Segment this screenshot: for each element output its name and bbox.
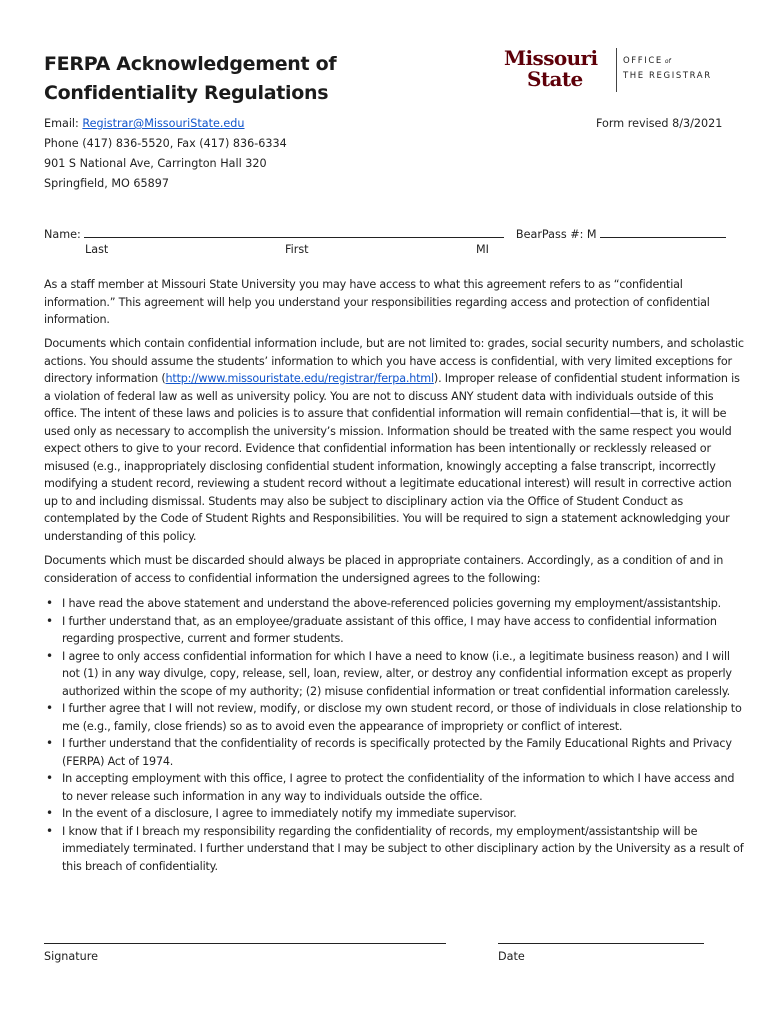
logo-missouri-text: Missouri (504, 46, 598, 70)
email-line (44, 114, 287, 134)
date-field[interactable] (498, 943, 704, 944)
agreement-item: • I have read the above statement and understand the above-referenced policies governing my employment/assistantship. (44, 595, 744, 613)
title-line-2: Confidentiality Regulations (44, 82, 329, 104)
name-label: Name: (44, 228, 85, 241)
logo-divider (616, 48, 617, 92)
email-label: Email: (44, 117, 83, 130)
bearpass-field[interactable] (600, 226, 726, 238)
p2-text-before-link: Documents which contain confidential information include, but are not limited to: grades, social security numbers, and scholastic actions. You should assume the students’ information to which you have access is confidential, with very limited exceptions for directory information ( (44, 337, 744, 385)
name-field[interactable] (84, 226, 504, 238)
address-line-2: Springfield, MO 65897 (44, 177, 169, 190)
contact-block (44, 114, 287, 194)
middle-initial-label: MI (476, 243, 489, 256)
signature-label: Signature (44, 950, 98, 963)
discard-paragraph: Documents which must be discarded should always be placed in appropriate containers. Accordingly, as a condition of and in consideration of access to confidential information the undersigned agrees to the following: (44, 554, 724, 585)
agreement-item: • In accepting employment with this office, I agree to protect the confidentiality of the information to which I have access and to never release such information in any way to individuals outside the office. (44, 770, 744, 805)
logo-registrar-text: THE REGISTRAR (623, 71, 712, 81)
date-label: Date (498, 950, 525, 963)
form-revised-date: Form revised 8/3/2021 (596, 117, 723, 130)
agreement-item: • I further agree that I will not review, modify, or disclose my own student record, or those of individuals in close relationship to me (e.g., family, close friends) so as to avoid even the appearance of impropriety or conflict of interest. (44, 700, 744, 735)
agreement-item: • I agree to only access confidential information for which I have a need to know (i.e., a legitimate business reason) and I will not (1) in any way divulge, copy, release, sell, loan, review, alter, or destroy any confidential information except as properly authorized within the scope of my authority; (2) misuse confidential information or treat confidential information carelessly. (44, 648, 744, 701)
address-line-1: 901 S National Ave, Carrington Hall 320 (44, 157, 267, 170)
agreement-item: • In the event of a disclosure, I agree to immediately notify my immediate supervisor. (44, 805, 744, 823)
agreement-item: • I further understand that the confidentiality of records is specifically protected by the Family Educational Rights and Privacy (FERPA) Act of 1974. (44, 735, 744, 770)
name-row (44, 226, 726, 241)
intro-paragraph: As a staff member at Missouri State University you may have access to what this agreement refers to as “confidential information.” This agreement will help you understand your responsibilities regarding access and protection of confidential information. (44, 278, 710, 326)
first-name-label: First (285, 243, 309, 256)
agreement-item: • I further understand that, as an employee/graduate assistant of this office, I may have access to confidential information regarding prospective, current and former students. (44, 613, 744, 648)
email-link[interactable]: Registrar@MissouriState.edu (82, 117, 245, 130)
agreement-item: • I know that if I breach my responsibility regarding the confidentiality of records, my employment/assistantship will be immediately terminated. I further understand that I may be subject to other disciplinary action by the University as a result of this breach of confidentiality. (44, 823, 744, 876)
logo-office-word: OFFICE (623, 56, 663, 66)
phone-line: Phone (417) 836-5520, Fax (417) 836-6334 (44, 137, 287, 150)
missouri-state-registrar-logo (504, 46, 734, 96)
p2-text-after-link: ). Improper release of confidential student information is a violation of federal law as well as university policy. You are not to discuss ANY student data with individuals outside of this office. The intent of these laws and policies is to assure that confidential information will remain confidential—that is, it will be used only as necessary to accomplish the university’s mission. Information should be treated with the same respect you would expect others to give to your record. Evidence that confidential information has been intentionally or recklessly released or misused (e.g., inappropriately disclosing confidential student information, knowingly accepting a false transcript, incorrectly modifying a student record, reviewing a student record without a legitimate educational interest) will result in corrective action up to and including dismissal. Students may also be subject to disciplinary action via the Office of Student Conduct as contemplated by the Code of Student Rights and Responsibilities. You will be required to sign a statement acknowledging your understanding of this policy. (44, 372, 740, 543)
confidential-info-paragraph (44, 335, 744, 545)
signature-field[interactable] (44, 943, 446, 944)
page-title (44, 50, 464, 108)
agreement-list (44, 595, 744, 875)
ferpa-link[interactable]: http://www.missouristate.edu/registrar/ferpa.html (165, 372, 434, 385)
logo-office-text (623, 55, 671, 68)
logo-state-text: State (527, 67, 583, 91)
bearpass-label: BearPass #: M (515, 228, 601, 241)
title-line-1: FERPA Acknowledgement of (44, 53, 337, 75)
logo-of-word: of (664, 58, 671, 65)
last-name-label: Last (85, 243, 109, 256)
